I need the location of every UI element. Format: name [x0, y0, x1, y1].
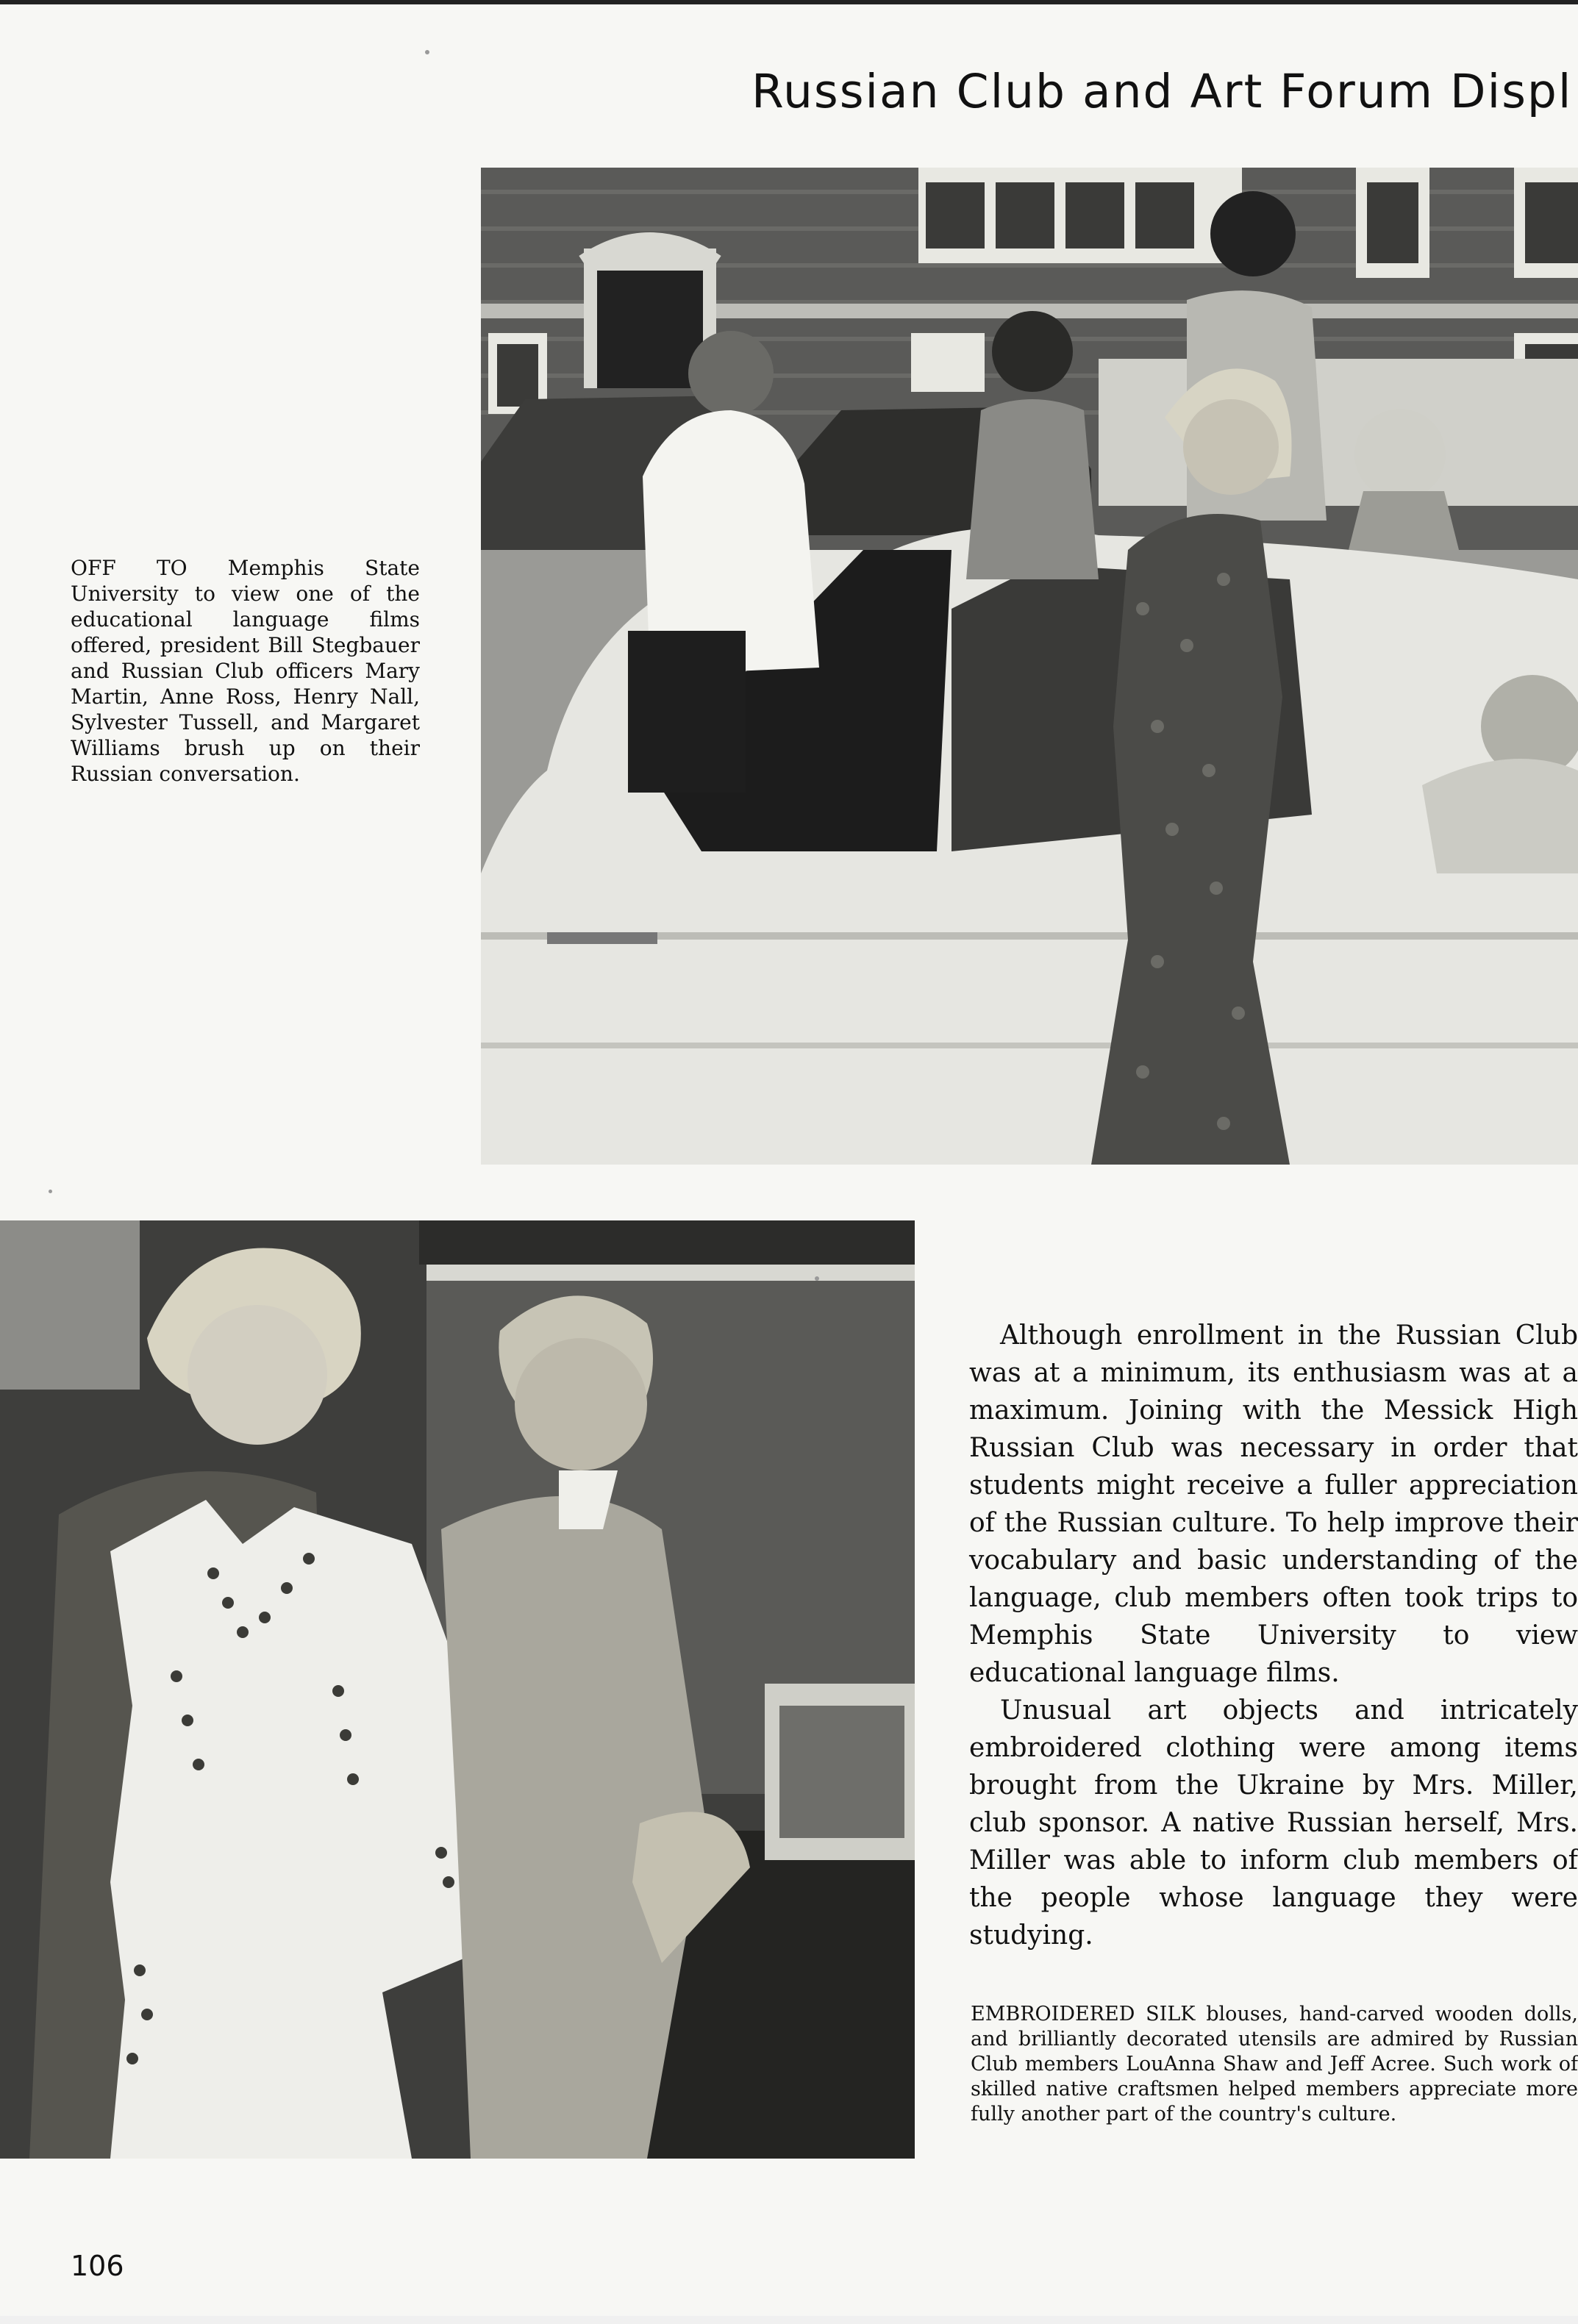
top-edge [0, 0, 1578, 4]
photo-embroidered-blouse-image [0, 1220, 915, 2159]
page-number: 106 [71, 2250, 124, 2282]
caption-bottom: EMBROIDERED SILK blouses, hand-carved wooden dolls, and brilliantly decorated utensils are admired by Russian Club members LouAnna Shaw and Jeff Acree. Such work of skilled native craftsmen helped members appreciate more fully another part of the country's culture. [971, 2003, 1578, 2125]
bottom-edge [0, 2316, 1578, 2324]
article-body [969, 1317, 1578, 1954]
photo-students-car [481, 168, 1578, 1165]
dust-speck [49, 1190, 52, 1193]
article-paragraph-1: Although enrollment in the Russian Club was at a minimum, its enthusiasm was at a maximum. Joining with the Messick High Russian Club was necessary in order that students might receive a fuller appreciation of the Russian culture. To help improve their vocabulary and basic understanding of the language, club members often took trips to Memphis State University to view educational language films. [969, 1320, 1578, 1688]
dust-speck [815, 1276, 819, 1281]
photo-embroidered-blouse [0, 1220, 915, 2159]
caption-top: OFF TO Memphis State University to view one of the educational language films offered, president Bill Stegbauer and Russian Club officers Mary Martin, Anne Ross, Henry Nall, Sylvester Tussell, and Margaret Williams brush up on their Russian conversation. [71, 556, 420, 786]
dust-speck [425, 50, 429, 54]
page-headline: Russian Club and Art Forum Displ [751, 65, 1573, 118]
article-paragraph-2: Unusual art objects and intricately embroidered clothing were among items brought from the Ukraine by Mrs. Miller, club sponsor. A native Russian herself, Mrs. Miller was able to inform club members of the people whose language they were studying. [969, 1695, 1578, 1951]
photo-students-car-image [481, 168, 1578, 1165]
